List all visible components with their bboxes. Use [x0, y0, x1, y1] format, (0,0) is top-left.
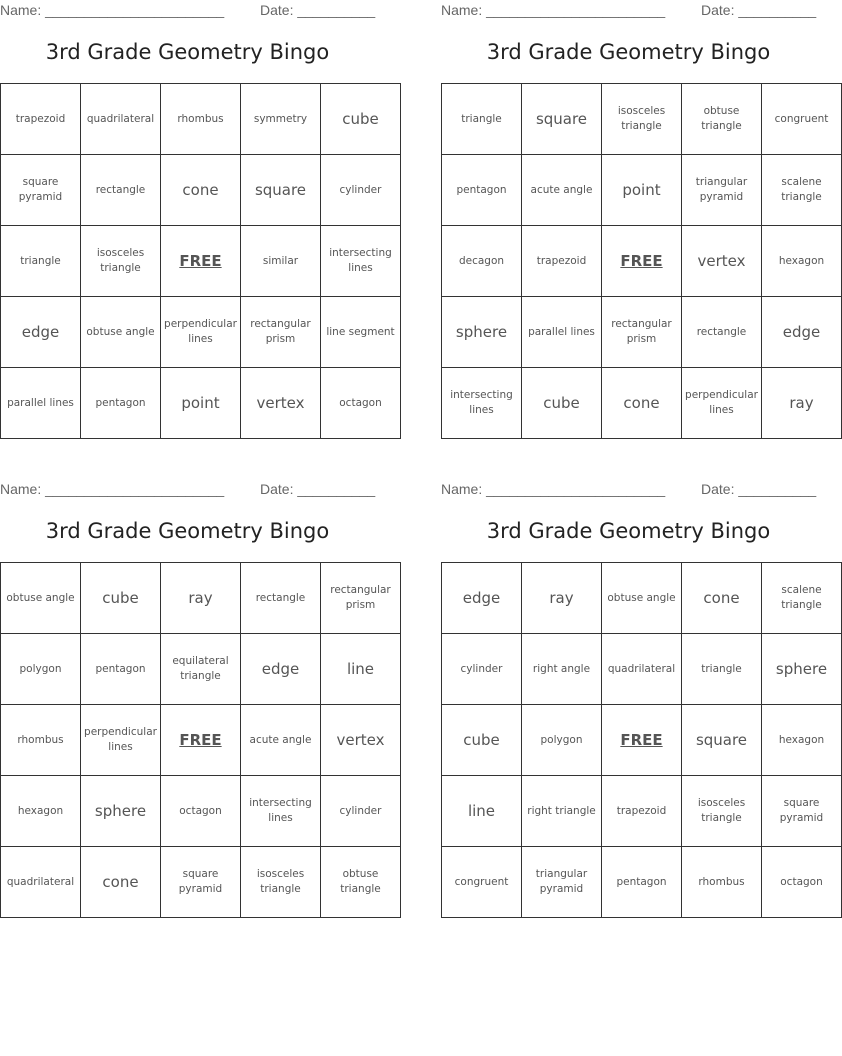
free-space-cell: FREE — [161, 705, 241, 776]
bingo-cell: cone — [81, 847, 161, 918]
bingo-row — [442, 297, 842, 368]
bingo-cell: line — [442, 776, 522, 847]
bingo-cell: decagon — [442, 226, 522, 297]
bingo-cell: square — [522, 84, 602, 155]
date-field-label: Date: __________ — [260, 2, 376, 18]
bingo-cell: intersecting lines — [442, 368, 522, 439]
bingo-card-2 — [441, 0, 829, 416]
bingo-cell: pentagon — [442, 155, 522, 226]
bingo-cell: square — [241, 155, 321, 226]
bingo-cell: pentagon — [81, 634, 161, 705]
bingo-row — [1, 368, 401, 439]
bingo-cell: acute angle — [522, 155, 602, 226]
bingo-cell: rhombus — [1, 705, 81, 776]
bingo-cell: rectangle — [241, 563, 321, 634]
bingo-cell: cylinder — [442, 634, 522, 705]
bingo-cell: isosceles triangle — [81, 226, 161, 297]
bingo-cell: right angle — [522, 634, 602, 705]
bingo-cell: square pyramid — [762, 776, 842, 847]
bingo-cell: symmetry — [241, 84, 321, 155]
bingo-cell: point — [602, 155, 682, 226]
card-title: 3rd Grade Geometry Bingo — [45, 40, 330, 64]
bingo-cell: rectangular prism — [602, 297, 682, 368]
bingo-card-3 — [0, 479, 391, 895]
bingo-cell: rectangular prism — [321, 563, 401, 634]
bingo-cell: ray — [762, 368, 842, 439]
bingo-cell: similar — [241, 226, 321, 297]
name-date-row — [441, 0, 816, 22]
bingo-cell: square — [682, 705, 762, 776]
bingo-cell: obtuse triangle — [321, 847, 401, 918]
bingo-cell: perpendicular lines — [682, 368, 762, 439]
bingo-cell: isosceles triangle — [682, 776, 762, 847]
name-field-label: Name: _______________________ — [441, 2, 666, 18]
bingo-cell: perpendicular lines — [81, 705, 161, 776]
bingo-cell: trapezoid — [1, 84, 81, 155]
bingo-cell: trapezoid — [522, 226, 602, 297]
bingo-cell: octagon — [161, 776, 241, 847]
bingo-cell: cone — [602, 368, 682, 439]
bingo-row — [442, 634, 842, 705]
bingo-cell: ray — [522, 563, 602, 634]
card-title: 3rd Grade Geometry Bingo — [486, 519, 771, 543]
bingo-cell: sphere — [442, 297, 522, 368]
bingo-cell: rectangle — [682, 297, 762, 368]
name-date-row — [0, 479, 375, 501]
bingo-cell: obtuse angle — [602, 563, 682, 634]
bingo-cell: obtuse angle — [81, 297, 161, 368]
bingo-row — [442, 368, 842, 439]
bingo-row — [442, 226, 842, 297]
bingo-cell: octagon — [321, 368, 401, 439]
bingo-cell: cylinder — [321, 155, 401, 226]
bingo-cell: cylinder — [321, 776, 401, 847]
bingo-cell: right triangle — [522, 776, 602, 847]
bingo-cell: cube — [522, 368, 602, 439]
bingo-row — [1, 705, 401, 776]
bingo-grid — [441, 562, 842, 918]
bingo-cell: point — [161, 368, 241, 439]
bingo-cell: cube — [321, 84, 401, 155]
bingo-cell: hexagon — [762, 705, 842, 776]
date-field-label: Date: __________ — [260, 481, 376, 497]
bingo-cell: cone — [682, 563, 762, 634]
bingo-cell: hexagon — [762, 226, 842, 297]
bingo-cell: polygon — [522, 705, 602, 776]
bingo-cell: obtuse angle — [1, 563, 81, 634]
bingo-row — [442, 776, 842, 847]
bingo-cell: vertex — [241, 368, 321, 439]
bingo-cell: triangle — [442, 84, 522, 155]
bingo-cell: intersecting lines — [241, 776, 321, 847]
bingo-cell: vertex — [682, 226, 762, 297]
name-field-label: Name: _______________________ — [441, 481, 666, 497]
name-field-label: Name: _______________________ — [0, 481, 225, 497]
bingo-cell: scalene triangle — [762, 563, 842, 634]
bingo-cell: line segment — [321, 297, 401, 368]
bingo-cell: triangle — [682, 634, 762, 705]
bingo-row — [442, 84, 842, 155]
bingo-cell: isosceles triangle — [602, 84, 682, 155]
bingo-row — [1, 155, 401, 226]
bingo-cell: octagon — [762, 847, 842, 918]
bingo-cell: congruent — [442, 847, 522, 918]
bingo-row — [1, 84, 401, 155]
bingo-grid — [441, 83, 842, 439]
bingo-cell: edge — [762, 297, 842, 368]
bingo-cell: vertex — [321, 705, 401, 776]
bingo-row — [1, 847, 401, 918]
bingo-card-1 — [0, 0, 395, 412]
free-space-cell: FREE — [161, 226, 241, 297]
bingo-cell: obtuse triangle — [682, 84, 762, 155]
date-field-label: Date: __________ — [701, 481, 817, 497]
bingo-cell: scalene triangle — [762, 155, 842, 226]
card-title: 3rd Grade Geometry Bingo — [45, 519, 330, 543]
bingo-cell: quadrilateral — [602, 634, 682, 705]
bingo-cell: triangular pyramid — [522, 847, 602, 918]
name-field-label: Name: _______________________ — [0, 2, 225, 18]
bingo-cell: rectangle — [81, 155, 161, 226]
bingo-cell: quadrilateral — [81, 84, 161, 155]
bingo-grid — [0, 562, 401, 918]
bingo-cell: rhombus — [682, 847, 762, 918]
bingo-cell: edge — [442, 563, 522, 634]
bingo-cell: trapezoid — [602, 776, 682, 847]
bingo-cell: sphere — [762, 634, 842, 705]
bingo-cell: triangle — [1, 226, 81, 297]
bingo-cell: congruent — [762, 84, 842, 155]
bingo-grid — [0, 83, 401, 439]
bingo-cell: square pyramid — [1, 155, 81, 226]
name-date-row — [0, 0, 375, 22]
bingo-cell: parallel lines — [1, 368, 81, 439]
bingo-card-4 — [441, 479, 828, 895]
bingo-cell: rhombus — [161, 84, 241, 155]
bingo-cell: edge — [241, 634, 321, 705]
bingo-row — [442, 155, 842, 226]
bingo-cell: pentagon — [81, 368, 161, 439]
bingo-cell: sphere — [81, 776, 161, 847]
free-space-cell: FREE — [602, 226, 682, 297]
bingo-row — [1, 297, 401, 368]
bingo-cell: polygon — [1, 634, 81, 705]
bingo-row — [1, 776, 401, 847]
bingo-row — [442, 847, 842, 918]
bingo-cell: hexagon — [1, 776, 81, 847]
card-title: 3rd Grade Geometry Bingo — [486, 40, 771, 64]
bingo-row — [442, 705, 842, 776]
bingo-cell: line — [321, 634, 401, 705]
bingo-row — [1, 226, 401, 297]
bingo-cell: triangular pyramid — [682, 155, 762, 226]
bingo-cell: isosceles triangle — [241, 847, 321, 918]
bingo-cell: acute angle — [241, 705, 321, 776]
bingo-row — [1, 563, 401, 634]
date-field-label: Date: __________ — [701, 2, 817, 18]
bingo-cell: intersecting lines — [321, 226, 401, 297]
bingo-cell: equilateral triangle — [161, 634, 241, 705]
bingo-cell: quadrilateral — [1, 847, 81, 918]
bingo-cell: parallel lines — [522, 297, 602, 368]
free-space-cell: FREE — [602, 705, 682, 776]
bingo-row — [1, 634, 401, 705]
bingo-cell: perpendicular lines — [161, 297, 241, 368]
bingo-row — [442, 563, 842, 634]
bingo-cell: ray — [161, 563, 241, 634]
name-date-row — [441, 479, 816, 501]
bingo-cell: cube — [81, 563, 161, 634]
bingo-cell: rectangular prism — [241, 297, 321, 368]
bingo-cell: pentagon — [602, 847, 682, 918]
bingo-cell: square pyramid — [161, 847, 241, 918]
bingo-cell: cube — [442, 705, 522, 776]
bingo-cell: edge — [1, 297, 81, 368]
bingo-cell: cone — [161, 155, 241, 226]
